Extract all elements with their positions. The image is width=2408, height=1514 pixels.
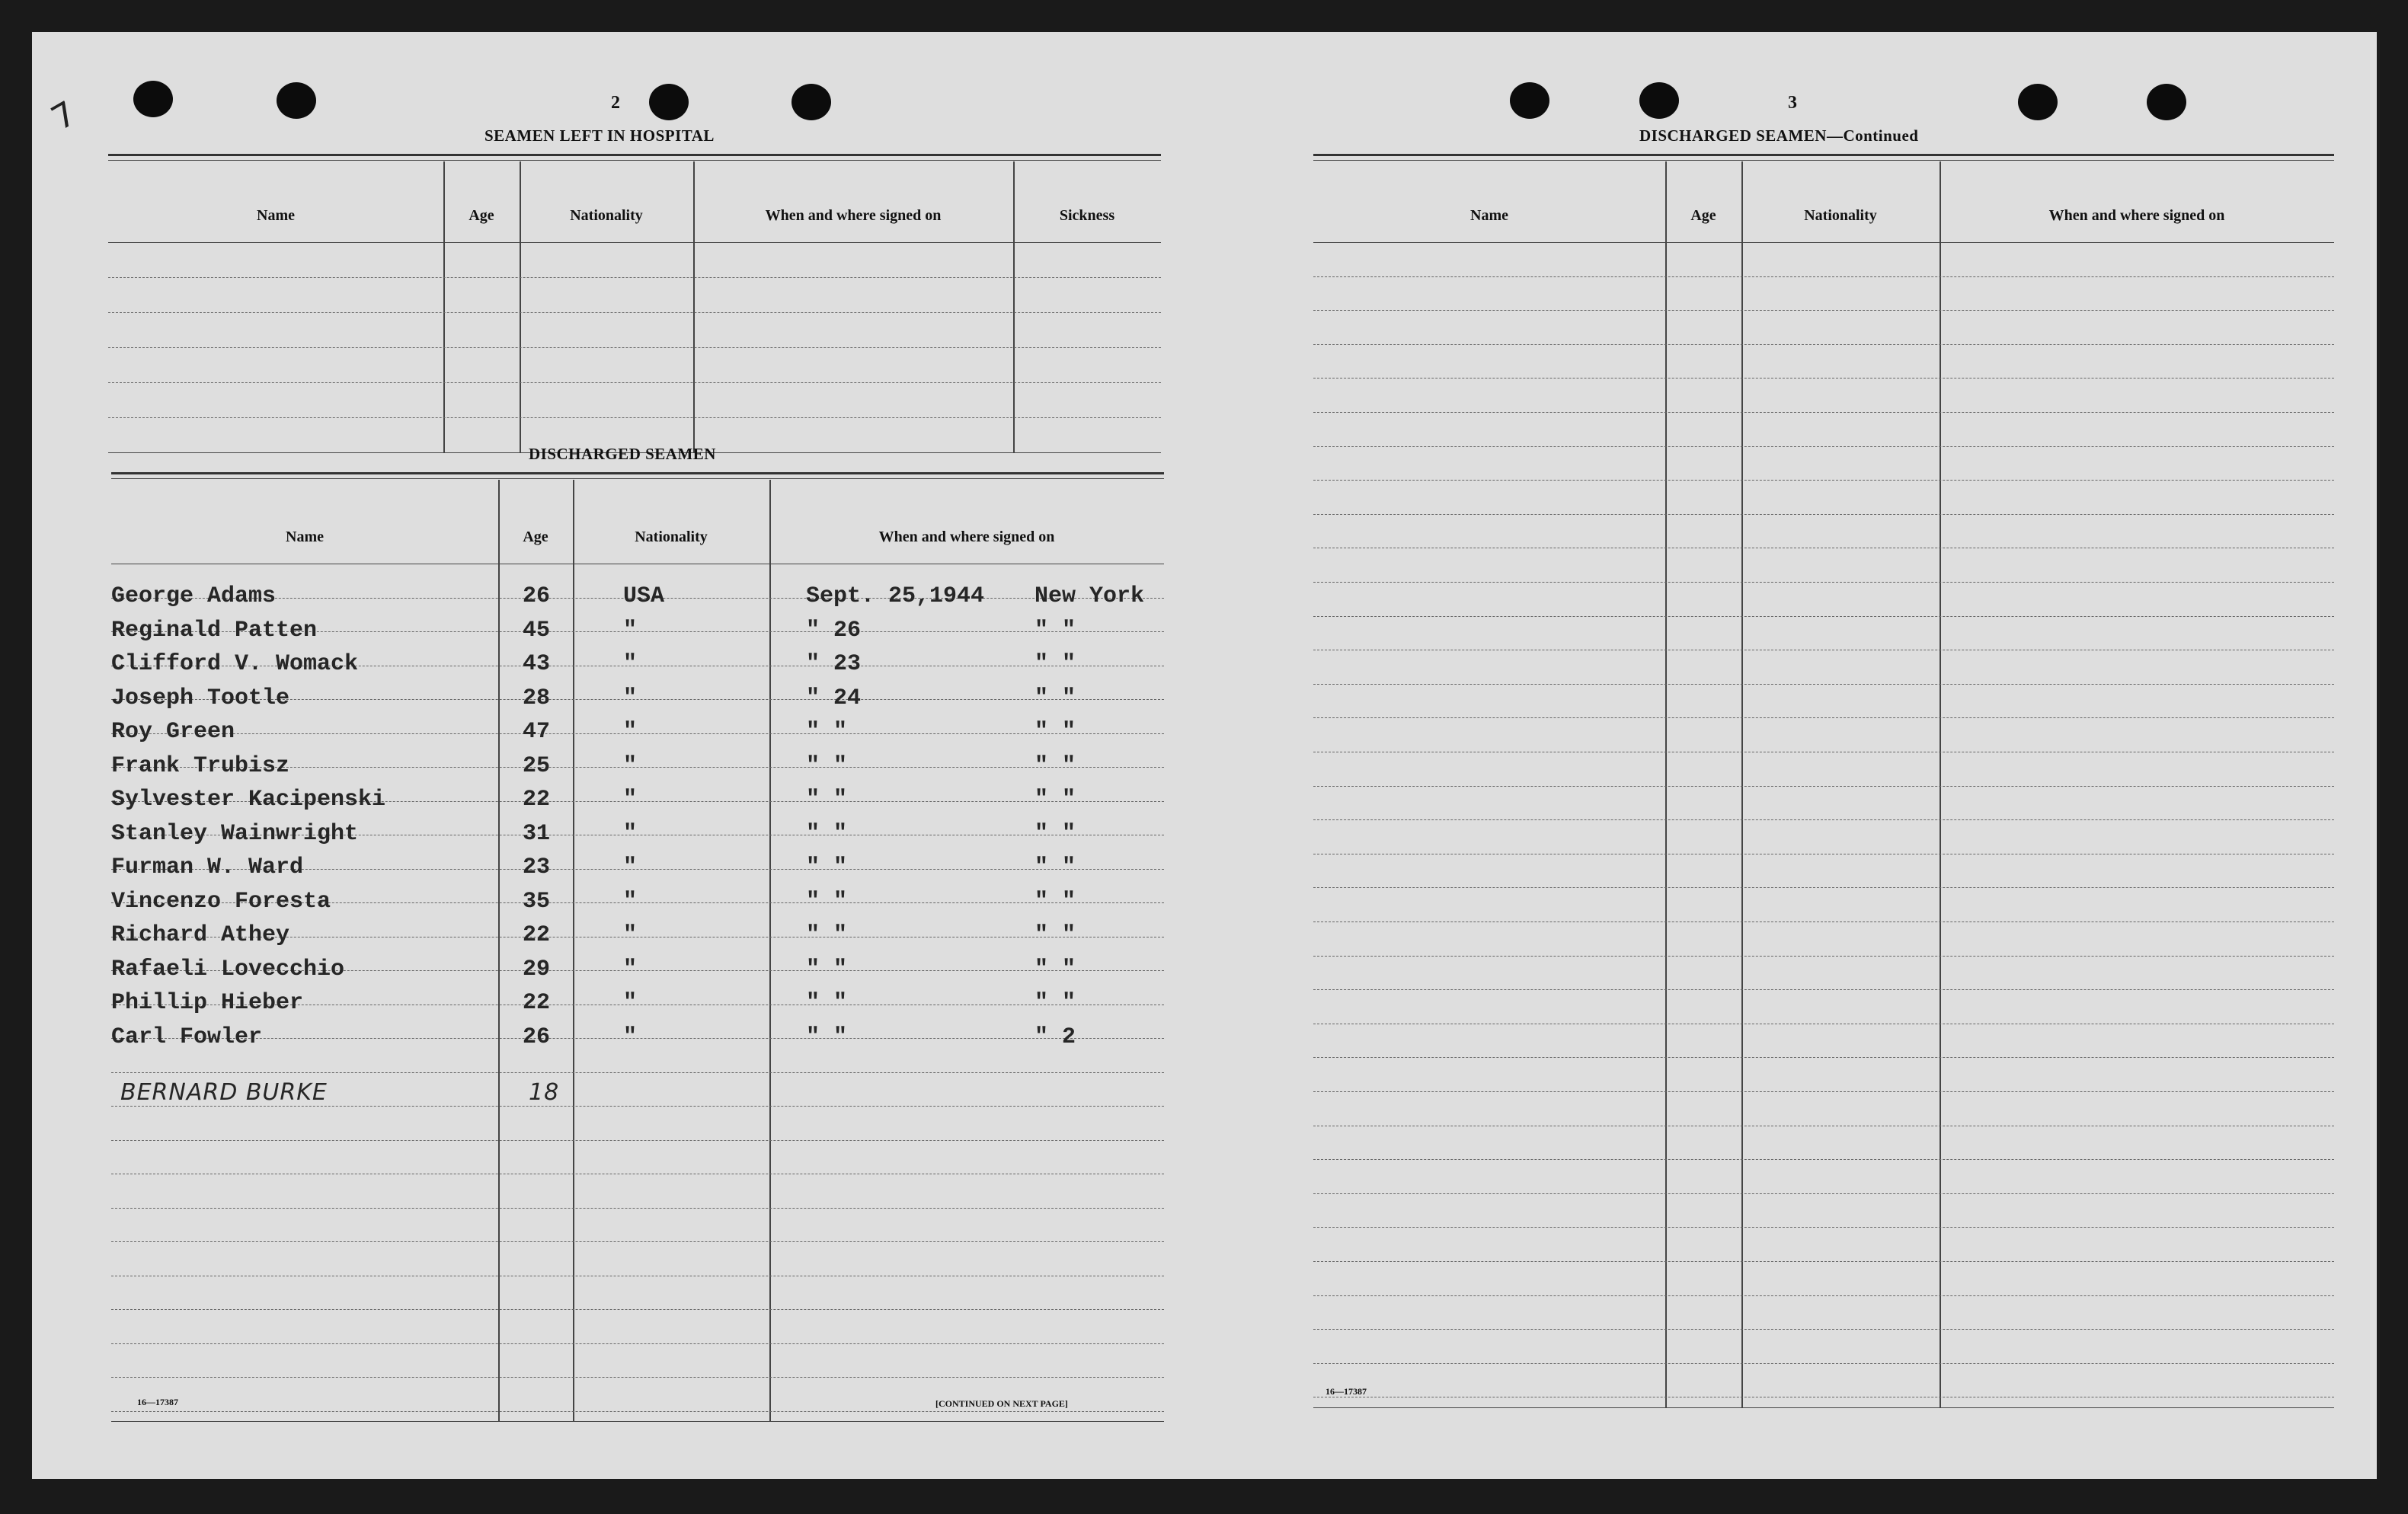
table-top-rule [1313, 154, 2334, 156]
punch-hole [791, 84, 831, 120]
signed-on-place: " " [1035, 820, 1076, 847]
column-header: When and where signed on [765, 207, 942, 224]
punch-hole [649, 84, 689, 120]
section-title-suffix: —Continued [1826, 126, 1919, 145]
seaman-age: 47 [523, 719, 551, 745]
signed-on-date: " 23 [806, 651, 862, 677]
row-line [1313, 1363, 2334, 1364]
row-line [1313, 956, 2334, 957]
handwritten-name: BERNARD BURKE [120, 1079, 328, 1106]
seaman-nationality: " [623, 752, 638, 779]
signed-on-place: " " [1035, 922, 1076, 948]
seaman-age: 22 [523, 922, 551, 948]
seaman-nationality: " [623, 651, 638, 677]
column-header: When and where signed on [878, 529, 1055, 545]
signed-on-place: " 2 [1035, 1024, 1076, 1050]
row-line [1313, 684, 2334, 685]
row-line [1313, 514, 2334, 515]
page-number: 3 [1788, 93, 1797, 113]
signed-on-place: " " [1035, 854, 1076, 880]
row-line [1313, 276, 2334, 277]
signed-on-date: " 26 [806, 617, 862, 644]
row-line [108, 382, 1161, 383]
column-divider [693, 161, 695, 452]
continued-section-title [1639, 126, 1918, 145]
column-header: Sickness [1059, 207, 1115, 224]
signed-on-date: " " [806, 854, 848, 880]
row-line [1313, 1193, 2334, 1194]
header-bottom-rule [108, 242, 1161, 243]
seaman-nationality: " [623, 956, 638, 982]
seaman-age: 31 [523, 820, 551, 847]
seaman-age: 22 [523, 787, 551, 813]
signed-on-date: " " [806, 888, 848, 915]
row-line [111, 1038, 1164, 1039]
row-line [111, 1343, 1164, 1344]
signed-on-date: " " [806, 787, 848, 813]
form-number: 16—17387 [137, 1397, 178, 1407]
signed-on-place: " " [1035, 956, 1076, 982]
seaman-age: 23 [523, 854, 551, 880]
seaman-nationality: USA [623, 583, 665, 609]
signed-on-date: " " [806, 922, 848, 948]
row-line [1313, 1159, 2334, 1160]
row-line [1313, 819, 2334, 820]
seaman-age: 26 [523, 583, 551, 609]
seaman-name: Furman W. Ward [111, 854, 304, 880]
row-line [111, 1140, 1164, 1141]
column-divider [520, 161, 521, 452]
column-divider [573, 480, 574, 1421]
row-line [1313, 582, 2334, 583]
continued-note: [CONTINUED ON NEXT PAGE] [935, 1398, 1068, 1409]
punch-hole [277, 82, 316, 119]
seaman-nationality: " [623, 820, 638, 847]
column-divider [1940, 161, 1941, 1407]
seaman-nationality: " [623, 719, 638, 745]
signed-on-date: " " [806, 719, 848, 745]
row-line [1313, 616, 2334, 617]
row-line [1313, 310, 2334, 311]
signed-on-date: " " [806, 752, 848, 779]
table-top-rule [1313, 160, 2334, 161]
signed-on-date: " " [806, 820, 848, 847]
column-divider [498, 480, 500, 1421]
column-header: Age [1690, 207, 1716, 224]
row-line [111, 1241, 1164, 1242]
row-line [1313, 1295, 2334, 1296]
column-header: When and where signed on [2048, 207, 2225, 224]
seaman-age: 35 [523, 888, 551, 915]
signed-on-place: " " [1035, 651, 1076, 677]
seaman-name: Joseph Tootle [111, 685, 290, 711]
discharged-section-title: DISCHARGED SEAMEN [529, 445, 716, 463]
row-line [108, 417, 1161, 418]
seaman-name: Carl Fowler [111, 1024, 263, 1050]
seaman-age: 43 [523, 651, 551, 677]
punch-hole [1639, 82, 1679, 119]
signed-on-date: " " [806, 956, 848, 982]
signed-on-place: " " [1035, 617, 1076, 644]
row-line [108, 347, 1161, 348]
column-header: Nationality [635, 529, 708, 545]
punch-hole [2147, 84, 2186, 120]
seaman-nationality: " [623, 854, 638, 880]
column-divider [1013, 161, 1015, 452]
seaman-age: 25 [523, 752, 551, 779]
table-bottom-rule [1313, 1407, 2334, 1408]
row-line [1313, 1261, 2334, 1262]
signed-on-place: " " [1035, 990, 1076, 1016]
column-header: Age [468, 207, 494, 224]
column-divider [1665, 161, 1667, 1407]
row-line [108, 277, 1161, 278]
section-title-text: DISCHARGED SEAMEN [1639, 126, 1827, 145]
column-header: Nationality [570, 207, 643, 224]
signed-on-date: " 24 [806, 685, 862, 711]
form-number: 16—17387 [1326, 1386, 1367, 1397]
seaman-nationality: " [623, 922, 638, 948]
signed-on-place: " " [1035, 787, 1076, 813]
seaman-age: 45 [523, 617, 551, 644]
seaman-name: Vincenzo Foresta [111, 888, 331, 915]
column-header: Name [1470, 207, 1508, 224]
table-top-rule [108, 154, 1161, 156]
continued-table [1313, 154, 2334, 1407]
seaman-nationality: " [623, 888, 638, 915]
right-page [1220, 32, 2377, 1479]
seaman-name: Roy Green [111, 719, 235, 745]
seaman-age: 22 [523, 990, 551, 1016]
signed-on-place: " " [1035, 685, 1076, 711]
signed-on-date: Sept. 25,1944 [806, 583, 985, 609]
seaman-name: Reginald Patten [111, 617, 318, 644]
signed-on-place: " " [1035, 888, 1076, 915]
row-line [1313, 1091, 2334, 1092]
row-line [1313, 412, 2334, 413]
punch-hole [2018, 84, 2058, 120]
seaman-name: Frank Trubisz [111, 752, 290, 779]
column-divider [443, 161, 445, 452]
left-page [32, 32, 1190, 1479]
hospital-table [108, 154, 1161, 458]
row-line [111, 1106, 1164, 1107]
row-line [1313, 344, 2334, 345]
punch-hole [1510, 82, 1549, 119]
seaman-name: Clifford V. Womack [111, 651, 359, 677]
signed-on-date: " " [806, 1024, 848, 1050]
discharged-table [111, 472, 1164, 1421]
seaman-name: Rafaeli Lovecchio [111, 956, 345, 982]
seaman-name: Richard Athey [111, 922, 290, 948]
column-header: Name [286, 529, 324, 545]
header-bottom-rule [1313, 242, 2334, 243]
row-line [108, 312, 1161, 313]
hospital-section-title: SEAMEN LEFT IN HOSPITAL [484, 126, 715, 145]
row-line [111, 1309, 1164, 1310]
row-line [1313, 446, 2334, 447]
corner-mark: 7 [45, 94, 83, 139]
column-header: Name [257, 207, 295, 224]
row-line [111, 1208, 1164, 1209]
seaman-nationality: " [623, 787, 638, 813]
row-line [1313, 921, 2334, 922]
row-line [1313, 989, 2334, 990]
punch-hole [133, 81, 173, 117]
seaman-nationality: " [623, 990, 638, 1016]
column-header: Nationality [1804, 207, 1877, 224]
row-line [111, 1377, 1164, 1378]
handwritten-age: 18 [529, 1079, 560, 1106]
row-line [1313, 1057, 2334, 1058]
table-bottom-rule [111, 1421, 1164, 1422]
page-number: 2 [611, 93, 620, 113]
seaman-nationality: " [623, 1024, 638, 1050]
seaman-nationality: " [623, 685, 638, 711]
seaman-name: Stanley Wainwright [111, 820, 359, 847]
row-line [1313, 1227, 2334, 1228]
row-line [111, 1411, 1164, 1412]
row-line [1313, 1329, 2334, 1330]
signed-on-place: " " [1035, 719, 1076, 745]
document-sheet [32, 32, 2377, 1479]
table-top-rule [111, 478, 1164, 479]
signed-on-place: " " [1035, 752, 1076, 779]
seaman-name: Sylvester Kacipenski [111, 787, 386, 813]
seaman-age: 29 [523, 956, 551, 982]
seaman-age: 26 [523, 1024, 551, 1050]
seaman-name: Phillip Hieber [111, 990, 304, 1016]
row-line [1313, 887, 2334, 888]
row-line [1313, 717, 2334, 718]
column-divider [769, 480, 771, 1421]
table-top-rule [111, 472, 1164, 474]
seaman-nationality: " [623, 617, 638, 644]
row-line [111, 733, 1164, 734]
row-line [1313, 480, 2334, 481]
signed-on-place: New York [1035, 583, 1145, 609]
column-divider [1741, 161, 1743, 1407]
row-line [1313, 786, 2334, 787]
table-top-rule [108, 160, 1161, 161]
column-header: Age [523, 529, 548, 545]
row-line [111, 1072, 1164, 1073]
seaman-age: 28 [523, 685, 551, 711]
signed-on-date: " " [806, 990, 848, 1016]
seaman-name: George Adams [111, 583, 277, 609]
